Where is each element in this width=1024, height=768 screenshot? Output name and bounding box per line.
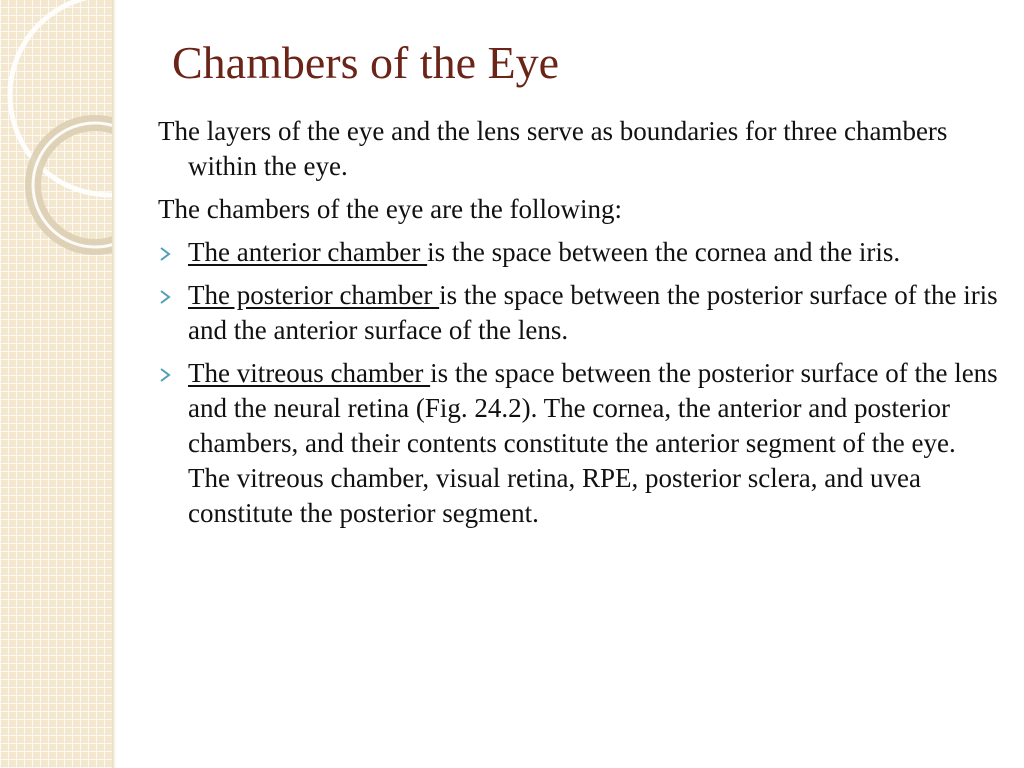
slide-title: Chambers of the Eye <box>172 37 560 88</box>
bullet-vitreous-chamber <box>158 356 998 531</box>
arrow-bullet-icon <box>158 247 172 261</box>
intro-paragraph-1: The layers of the eye and the lens serve as boundaries for three chambers within the eye. <box>158 116 948 181</box>
slide-body <box>158 114 998 539</box>
bullet-term: The vitreous chamber <box>188 358 431 388</box>
intro-paragraph-2: The chambers of the eye are the following: <box>158 194 623 224</box>
bullet-term: The anterior chamber <box>188 237 428 267</box>
bullet-text: is the space between the posterior surface of the iris and the anterior surface of the lens. <box>188 280 998 345</box>
decorative-circles <box>0 0 112 260</box>
arrow-bullet-icon <box>158 290 172 304</box>
bullet-term: The posterior chamber <box>188 280 440 310</box>
bullet-text: is the space between the cornea and the iris. <box>427 237 901 267</box>
sidebar-edge <box>112 0 116 768</box>
bullet-anterior-chamber <box>158 235 998 270</box>
bullet-text: is the space between the posterior surface of the lens and the neural retina (Fig. 24.2). The cornea, the anterior and posterior chambers, and their contents constitute the anterior segment of the eye. The vitreous chamber, visual retina, RPE, posterior sclera, and uvea constitute the posterior segment. <box>188 358 998 528</box>
decorative-sidebar <box>0 0 112 768</box>
arrow-bullet-icon <box>158 368 172 382</box>
bullet-posterior-chamber <box>158 278 998 348</box>
